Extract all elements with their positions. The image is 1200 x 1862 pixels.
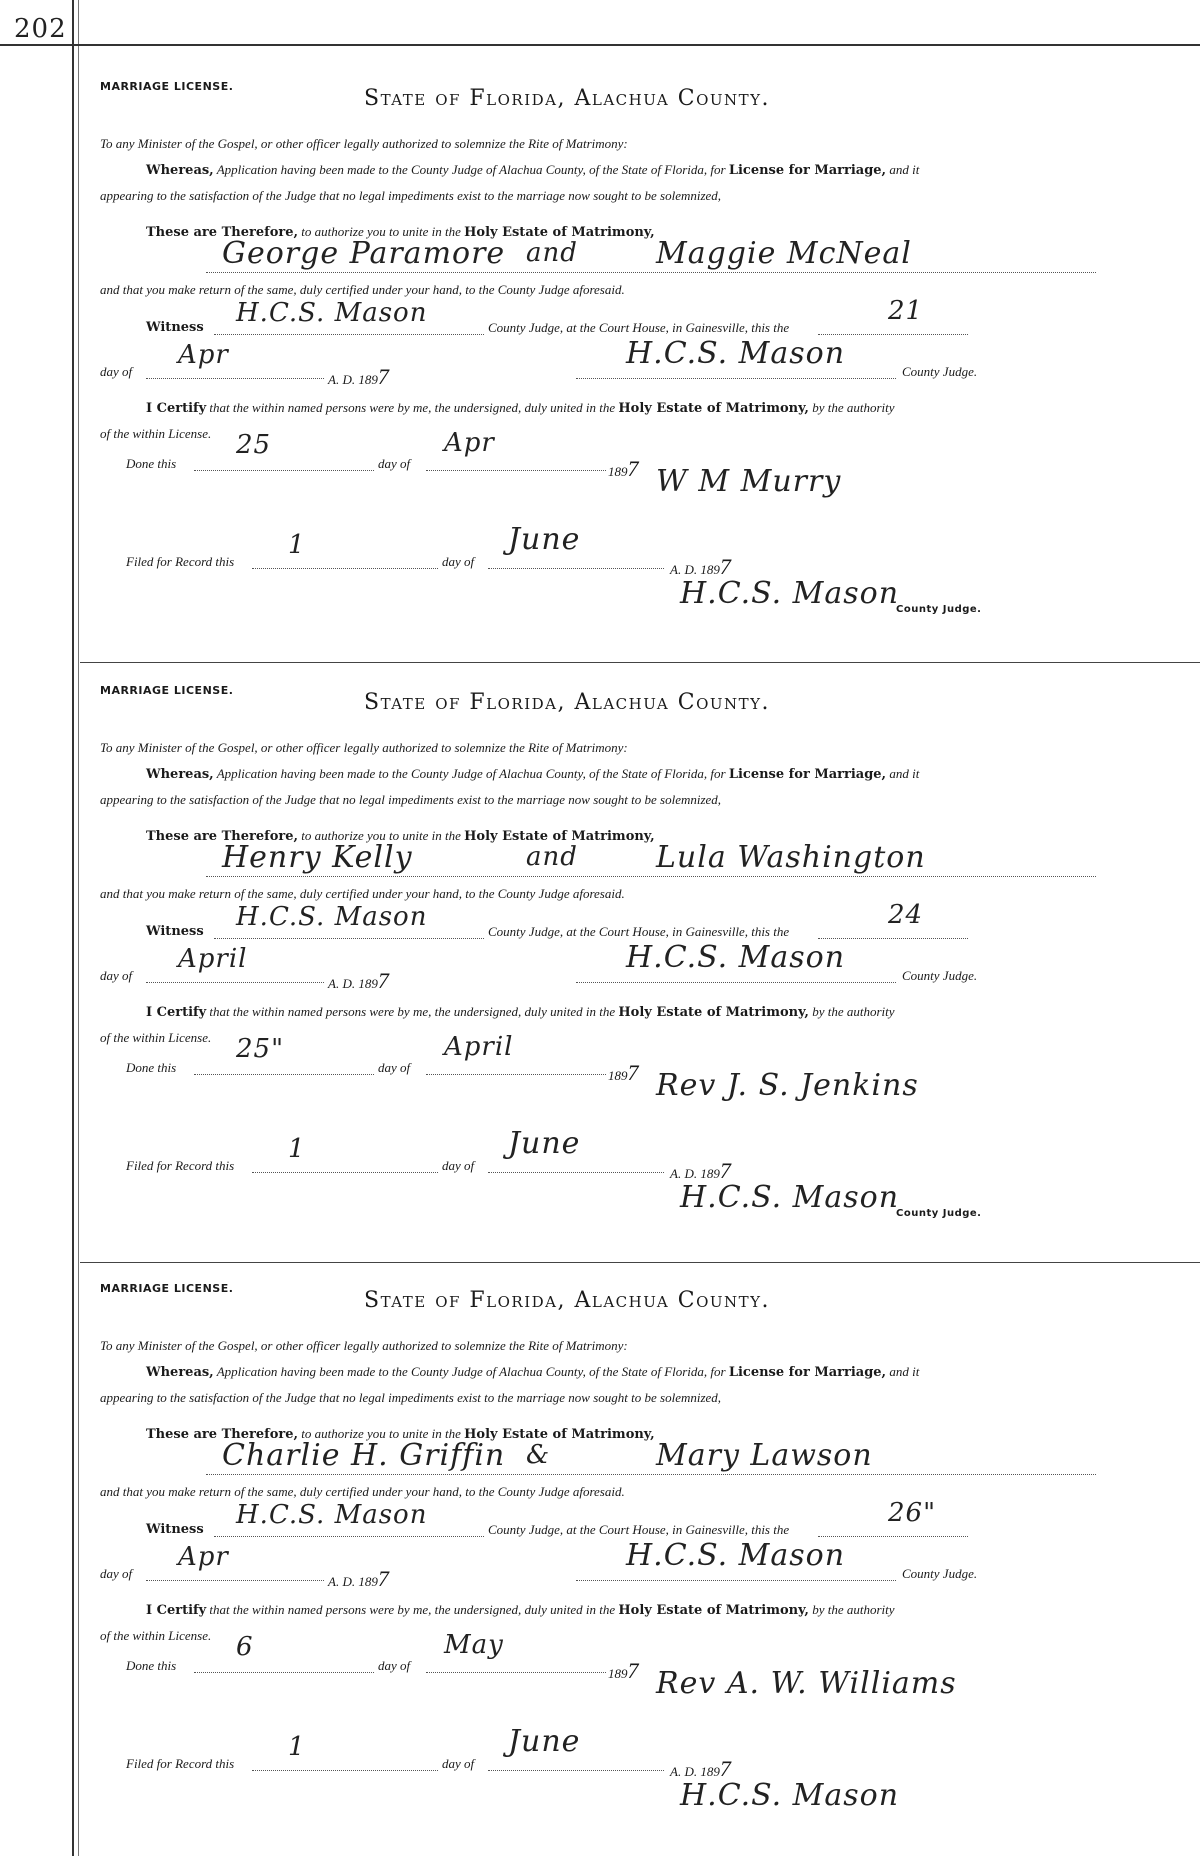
within-license: of the within License. [100, 1030, 212, 1045]
filed-signature: H.C.S. Mason [680, 1180, 900, 1215]
issue-month: Apr [178, 1542, 229, 1572]
marriage-license [96, 674, 1176, 1264]
issue-day: 26" [888, 1498, 937, 1528]
issue-day: 24 [888, 900, 924, 930]
minister-line: To any Minister of the Gospel, or other officer legally authorized to solemnize the Rite of Matrimony: [100, 136, 628, 151]
court-text: County Judge, at the Court House, in Gainesville, this the [488, 320, 790, 335]
done-month-rule [426, 1074, 606, 1075]
appearing-line: appearing to the satisfaction of the Judge that no legal impediments exist to the marriage now sought to be solemnized, [100, 1390, 722, 1405]
issue-day-rule [818, 1536, 968, 1537]
judge-signature: H.C.S. Mason [626, 336, 846, 371]
filed-day: 1 [288, 1134, 306, 1164]
and-it: and it [889, 1364, 920, 1379]
holy-estate: Holy Estate of Matrimony, [464, 225, 655, 240]
bride-name: Maggie McNeal [656, 236, 912, 271]
filed-ad-text: A. D. 189 [670, 1166, 720, 1181]
whereas-word: Whereas, [146, 163, 214, 178]
margin-line [72, 0, 74, 1856]
ad-year-text: A. D. 189 [328, 372, 378, 387]
license-title: State of Florida, Alachua County. [364, 690, 771, 715]
filed-day-of: day of [442, 554, 475, 569]
holy-estate-certify: Holy Estate of Matrimony, [618, 1603, 809, 1618]
license-for-marriage: License for Marriage, [728, 1365, 887, 1380]
license-label: MARRIAGE LICENSE. [100, 684, 234, 697]
certify-authority: by the authority [812, 400, 895, 415]
therefore-word: These are Therefore, [146, 225, 299, 240]
day-of: day of [100, 364, 133, 379]
holy-estate: Holy Estate of Matrimony, [464, 829, 655, 844]
done-year [608, 1658, 639, 1684]
whereas-word: Whereas, [146, 1365, 214, 1380]
filed-county-judge: County Judge. [896, 1208, 982, 1219]
judge-signature: H.C.S. Mason [626, 940, 846, 975]
done-month-rule [426, 470, 606, 471]
holy-estate: Holy Estate of Matrimony, [464, 1427, 655, 1442]
filed-month: June [508, 1126, 581, 1161]
names-rule [206, 272, 1096, 273]
done-year [608, 1060, 639, 1086]
bride-name: Lula Washington [656, 840, 926, 875]
done-day-rule [194, 1074, 374, 1075]
witness-name: H.C.S. Mason [236, 902, 428, 932]
appearing-line: appearing to the satisfaction of the Judge that no legal impediments exist to the marriage now sought to be solemnized, [100, 188, 722, 203]
certify-word: I Certify [146, 401, 207, 416]
filed-month-rule [488, 568, 664, 569]
done-month: April [444, 1032, 514, 1062]
ad-year [328, 364, 389, 390]
judge-rule [576, 378, 896, 379]
done-day-of: day of [378, 1658, 411, 1673]
whereas-line [146, 1364, 919, 1380]
ad-year-text: A. D. 189 [328, 976, 378, 991]
done-day-of: day of [378, 1060, 411, 1075]
within-license: of the within License. [100, 426, 212, 441]
groom-name: George Paramore [222, 236, 506, 271]
done-day-rule [194, 470, 374, 471]
minister-line: To any Minister of the Gospel, or other officer legally authorized to solemnize the Rite of Matrimony: [100, 740, 628, 755]
issue-month: April [178, 944, 248, 974]
witness-name: H.C.S. Mason [236, 1500, 428, 1530]
filed-day: 1 [288, 1732, 306, 1762]
and-conjunction: and [526, 842, 578, 872]
filed-day-of: day of [442, 1756, 475, 1771]
filed-ad-text: A. D. 189 [670, 562, 720, 577]
minister-line: To any Minister of the Gospel, or other officer legally authorized to solemnize the Rite of Matrimony: [100, 1338, 628, 1353]
filed-day-of: day of [442, 1158, 475, 1173]
done-year-digit: 7 [627, 1060, 639, 1085]
page-number: 202 [14, 14, 67, 44]
day-of: day of [100, 968, 133, 983]
certify-text: that the within named persons were by me, the undersigned, duly united in the [209, 400, 616, 415]
witness-word: Witness [146, 924, 204, 939]
margin-line-inner [78, 0, 79, 1856]
certify-line [146, 400, 895, 416]
filed-day-rule [252, 1770, 438, 1771]
return-line: and that you make return of the same, duly certified under your hand, to the County Judge aforesaid. [100, 1484, 625, 1499]
license-label: MARRIAGE LICENSE. [100, 80, 234, 93]
license-title: State of Florida, Alachua County. [364, 86, 771, 111]
filed-month: June [508, 1724, 581, 1759]
groom-name: Charlie H. Griffin [222, 1438, 506, 1473]
and-it: and it [889, 162, 920, 177]
filed-text: Filed for Record this [126, 1158, 235, 1173]
judge-signature: H.C.S. Mason [626, 1538, 846, 1573]
done-year-text: 189 [608, 1068, 628, 1083]
names-rule [206, 1474, 1096, 1475]
filed-ad-text: A. D. 189 [670, 1764, 720, 1779]
and-it: and it [889, 766, 920, 781]
witness-rule [214, 938, 484, 939]
bride-name: Mary Lawson [656, 1438, 873, 1473]
issue-month-rule [146, 378, 324, 379]
and-conjunction: & [526, 1440, 551, 1470]
filed-year-digit: 7 [719, 554, 731, 579]
done-this: Done this [126, 1658, 177, 1673]
certify-text: that the within named persons were by me, the undersigned, duly united in the [209, 1602, 616, 1617]
holy-estate-certify: Holy Estate of Matrimony, [618, 1005, 809, 1020]
therefore-text: to authorize you to unite in the [301, 828, 461, 843]
license-label: MARRIAGE LICENSE. [100, 1282, 234, 1295]
filed-day-rule [252, 1172, 438, 1173]
marriage-license [96, 70, 1176, 660]
county-judge: County Judge. [902, 364, 978, 379]
filed-county-judge: County Judge. [896, 604, 982, 615]
done-day: 6 [236, 1632, 254, 1662]
issue-year-digit: 7 [377, 364, 389, 389]
witness-word: Witness [146, 320, 204, 335]
filed-text: Filed for Record this [126, 1756, 235, 1771]
done-day: 25 [236, 430, 272, 460]
issue-day-rule [818, 938, 968, 939]
filed-signature: H.C.S. Mason [680, 1778, 900, 1813]
done-year-text: 189 [608, 1666, 628, 1681]
names-rule [206, 876, 1096, 877]
officiant-signature: Rev J. S. Jenkins [656, 1068, 919, 1103]
filed-signature: H.C.S. Mason [680, 576, 900, 611]
filed-day: 1 [288, 530, 306, 560]
witness-rule [214, 1536, 484, 1537]
marriage-license [96, 1272, 1176, 1862]
appearing-line: appearing to the satisfaction of the Judge that no legal impediments exist to the marriage now sought to be solemnized, [100, 792, 722, 807]
filed-year-digit: 7 [719, 1158, 731, 1183]
top-rule [0, 44, 1200, 46]
done-this: Done this [126, 456, 177, 471]
certify-line [146, 1602, 895, 1618]
filed-day-rule [252, 568, 438, 569]
done-this: Done this [126, 1060, 177, 1075]
whereas-line [146, 162, 919, 178]
done-day-of: day of [378, 456, 411, 471]
county-judge: County Judge. [902, 1566, 978, 1581]
therefore-word: These are Therefore, [146, 829, 299, 844]
and-conjunction: and [526, 238, 578, 268]
therefore-text: to authorize you to unite in the [301, 224, 461, 239]
issue-month: Apr [178, 340, 229, 370]
therefore-word: These are Therefore, [146, 1427, 299, 1442]
issue-year-digit: 7 [377, 1566, 389, 1591]
certify-word: I Certify [146, 1603, 207, 1618]
witness-name: H.C.S. Mason [236, 298, 428, 328]
ad-year-text: A. D. 189 [328, 1574, 378, 1589]
certify-authority: by the authority [812, 1004, 895, 1019]
whereas-line [146, 766, 919, 782]
done-year-text: 189 [608, 464, 628, 479]
return-line: and that you make return of the same, duly certified under your hand, to the County Judge aforesaid. [100, 282, 625, 297]
issue-month-rule [146, 1580, 324, 1581]
done-month-rule [426, 1672, 606, 1673]
done-year-digit: 7 [627, 1658, 639, 1683]
whereas-word: Whereas, [146, 767, 214, 782]
judge-rule [576, 982, 896, 983]
done-month: Apr [444, 428, 495, 458]
court-text: County Judge, at the Court House, in Gainesville, this the [488, 1522, 790, 1537]
certify-authority: by the authority [812, 1602, 895, 1617]
witness-word: Witness [146, 1522, 204, 1537]
court-text: County Judge, at the Court House, in Gainesville, this the [488, 924, 790, 939]
groom-name: Henry Kelly [222, 840, 413, 875]
filed-month-rule [488, 1770, 664, 1771]
within-license: of the within License. [100, 1628, 212, 1643]
certify-word: I Certify [146, 1005, 207, 1020]
issue-month-rule [146, 982, 324, 983]
done-year-digit: 7 [627, 456, 639, 481]
day-of: day of [100, 1566, 133, 1581]
issue-year-digit: 7 [377, 968, 389, 993]
filed-month: June [508, 522, 581, 557]
judge-rule [576, 1580, 896, 1581]
ad-year [328, 968, 389, 994]
whereas-text: Application having been made to the County Judge of Alachua County, of the State of Florida, for [216, 766, 726, 781]
filed-text: Filed for Record this [126, 554, 235, 569]
officiant-signature: Rev A. W. Williams [656, 1666, 957, 1701]
done-day-rule [194, 1672, 374, 1673]
issue-day-rule [818, 334, 968, 335]
done-month: May [444, 1630, 504, 1660]
certify-line [146, 1004, 895, 1020]
certify-text: that the within named persons were by me, the undersigned, duly united in the [209, 1004, 616, 1019]
return-line: and that you make return of the same, duly certified under your hand, to the County Judge aforesaid. [100, 886, 625, 901]
whereas-text: Application having been made to the County Judge of Alachua County, of the State of Florida, for [216, 1364, 726, 1379]
issue-day: 21 [888, 296, 924, 326]
license-separator [80, 662, 1200, 663]
ad-year [328, 1566, 389, 1592]
witness-rule [214, 334, 484, 335]
done-year [608, 456, 639, 482]
license-for-marriage: License for Marriage, [728, 163, 887, 178]
license-title: State of Florida, Alachua County. [364, 1288, 771, 1313]
done-day: 25" [236, 1034, 285, 1064]
holy-estate-certify: Holy Estate of Matrimony, [618, 401, 809, 416]
officiant-signature: W M Murry [656, 464, 842, 499]
filed-year-digit: 7 [719, 1756, 731, 1781]
license-for-marriage: License for Marriage, [728, 767, 887, 782]
whereas-text: Application having been made to the County Judge of Alachua County, of the State of Florida, for [216, 162, 726, 177]
therefore-text: to authorize you to unite in the [301, 1426, 461, 1441]
filed-month-rule [488, 1172, 664, 1173]
county-judge: County Judge. [902, 968, 978, 983]
